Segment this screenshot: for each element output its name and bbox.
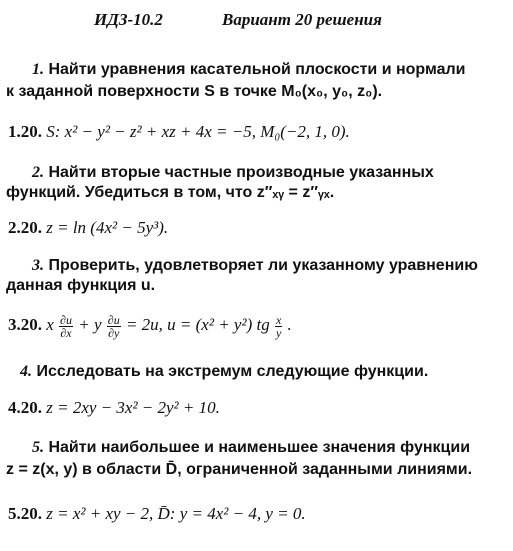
task3-fraction-du-dy xyxy=(107,314,121,339)
task3-text-line1 xyxy=(32,256,478,276)
task5-text-line1 xyxy=(32,438,470,458)
task2-formula: z = ln (4x² − 5y³). xyxy=(46,218,169,237)
variant-title: Вариант 20 решения xyxy=(222,10,382,29)
task3-formula-row xyxy=(8,310,292,340)
task4-formula-row xyxy=(8,398,220,418)
task1-text-line2: к заданной поверхности S в точке M₀(x₀, y₀, z₀). xyxy=(6,83,383,100)
task3-frac2-denominator: ∂y xyxy=(108,325,120,340)
task3-label: 3.20. xyxy=(8,315,42,334)
task5-formula-row xyxy=(8,504,306,524)
task2-text-line1 xyxy=(32,163,434,183)
task3-fraction-x-y xyxy=(275,314,282,339)
task4-label: 4.20. xyxy=(8,398,42,417)
task5-label: 5.20. xyxy=(8,504,42,523)
task4-formula: z = 2xy − 3x² − 2y² + 10. xyxy=(46,398,220,417)
task2-number: 2. xyxy=(32,164,44,181)
task1-formula: S: x² − y² − z² + xz + 4x = −5, M₀(−2, 1, 0). xyxy=(46,122,350,141)
document-code: ИДЗ-10.2 xyxy=(94,10,163,29)
task3-frac3-numerator: x xyxy=(275,312,282,327)
task5-number: 5. xyxy=(32,439,44,456)
task2-text-line2: функций. Убедиться в том, что z″ₓᵧ = z″ᵧₓ. xyxy=(6,184,335,201)
task3-statement: Проверить, удовлетворяет ли указанному уравнению xyxy=(48,257,478,274)
task1-text-line1 xyxy=(32,60,466,80)
task4-number: 4. xyxy=(20,363,32,380)
task5-statement: Найти наибольшее и наименьшее значения функции xyxy=(48,439,471,456)
task1-statement: Найти уравнения касательной плоскости и нормали xyxy=(48,61,466,78)
task3-frac3-denominator: y xyxy=(275,325,282,340)
task3-frac2-numerator: ∂u xyxy=(107,312,120,327)
task1-formula-row xyxy=(8,122,350,142)
task3-text-line2: данная функция u. xyxy=(6,277,156,294)
task3-formula-part3: = 2u, u = (x² + y²) tg xyxy=(125,315,274,334)
task3-formula-part2: + y xyxy=(78,315,102,334)
task5-formula: z = x² + xy − 2, D̄: y = 4x² − 4, y = 0. xyxy=(46,504,306,523)
task3-fraction-du-dx xyxy=(59,314,73,339)
task3-frac1-numerator: ∂u xyxy=(60,312,72,327)
task2-statement: Найти вторые частные производные указанных xyxy=(48,164,434,181)
task3-formula-part1: x xyxy=(46,315,54,334)
task5-text-line2: z = z(x, y) в области D̄, ограниченной заданными линиями. xyxy=(6,461,473,478)
task2-label: 2.20. xyxy=(8,218,42,237)
task2-formula-row xyxy=(8,218,168,238)
task3-formula-part4: . xyxy=(287,315,292,334)
task1-number: 1. xyxy=(32,61,44,78)
task4-text-line1 xyxy=(20,362,428,382)
task3-frac1-denominator: ∂x xyxy=(60,325,72,340)
task1-label: 1.20. xyxy=(8,122,42,141)
task4-statement: Исследовать на экстремум следующие функции. xyxy=(36,363,429,380)
task3-number: 3. xyxy=(32,257,44,274)
